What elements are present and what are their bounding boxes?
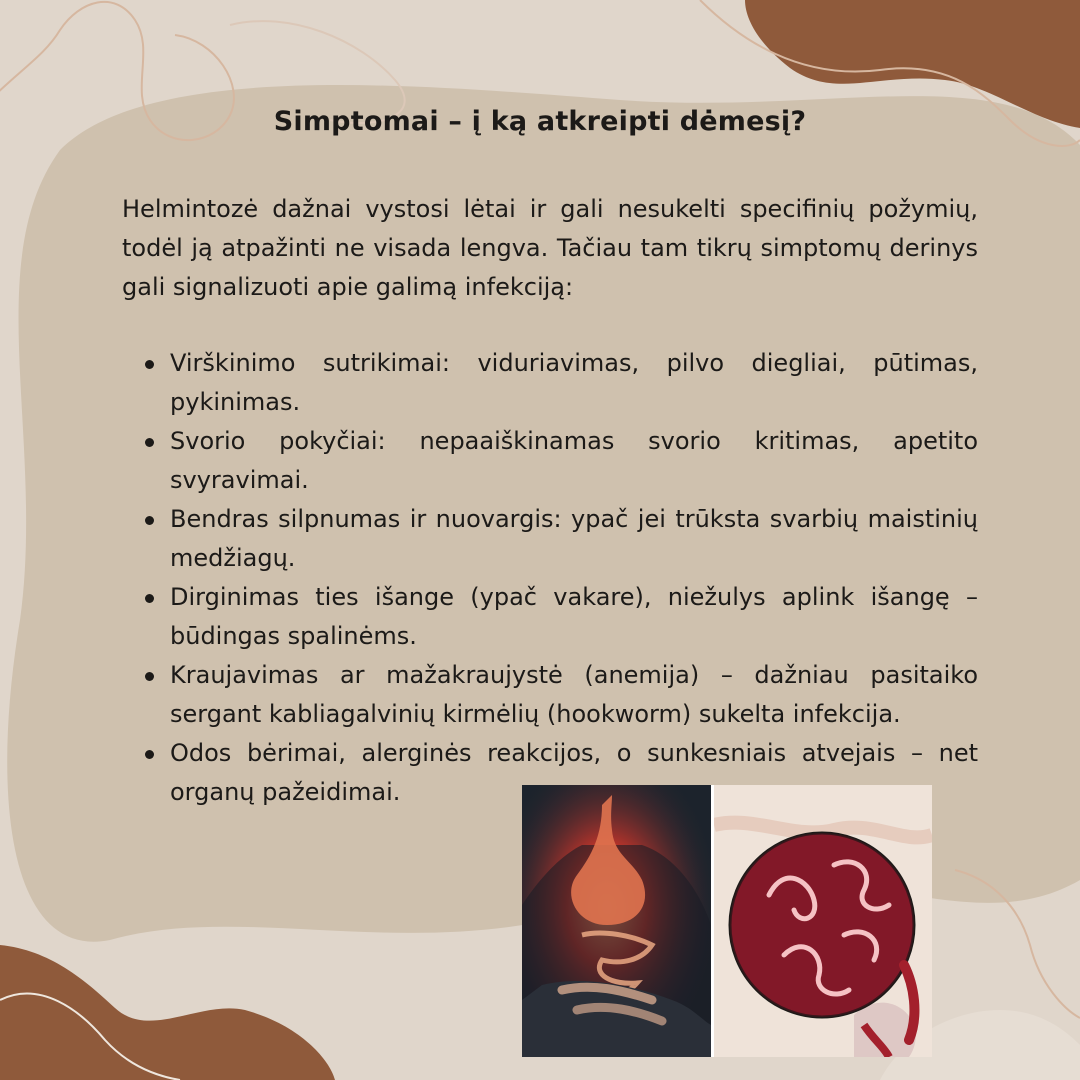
list-item: Dirginimas ties išange (ypač vakare), niežulys aplink išangę – būdingas spalinėms.: [170, 578, 978, 656]
stomach-pain-photo: [522, 785, 711, 1057]
list-item: Odos bėrimai, alerginės reakcijos, o sunkesniais atvejais – net organų pažeidimai.: [170, 734, 978, 812]
list-item: Svorio pokyčiai: nepaaiškinamas svorio kritimas, apetito svyravimai.: [170, 422, 978, 500]
page-title: Simptomai – į ką atkreipti dėmesį?: [273, 106, 807, 137]
illustration-panel: [522, 785, 932, 1057]
intro-paragraph: Helmintozė dažnai vystosi lėtai ir gali nesukelti specifinių požymių, todėl ją atpažinti ne visada lengva. Tačiau tam tikrų simptomų derinys gali signalizuoti apie galimą infekciją:: [122, 195, 978, 301]
list-item: Virškinimo sutrikimai: viduriavimas, pilvo diegliai, pūtimas, pykinimas.: [170, 344, 978, 422]
bottom-left-blob: [0, 945, 335, 1080]
worms-magnified-photo: [714, 785, 932, 1057]
list-item: Kraujavimas ar mažakraujystė (anemija) – dažniau pasitaiko sergant kabliagalvinių kirmėlių (hookworm) sukelta infekcija.: [170, 656, 978, 734]
symptom-list: [170, 344, 978, 812]
list-item: Bendras silpnumas ir nuovargis: ypač jei trūksta svarbių maistinių medžiagų.: [170, 500, 978, 578]
